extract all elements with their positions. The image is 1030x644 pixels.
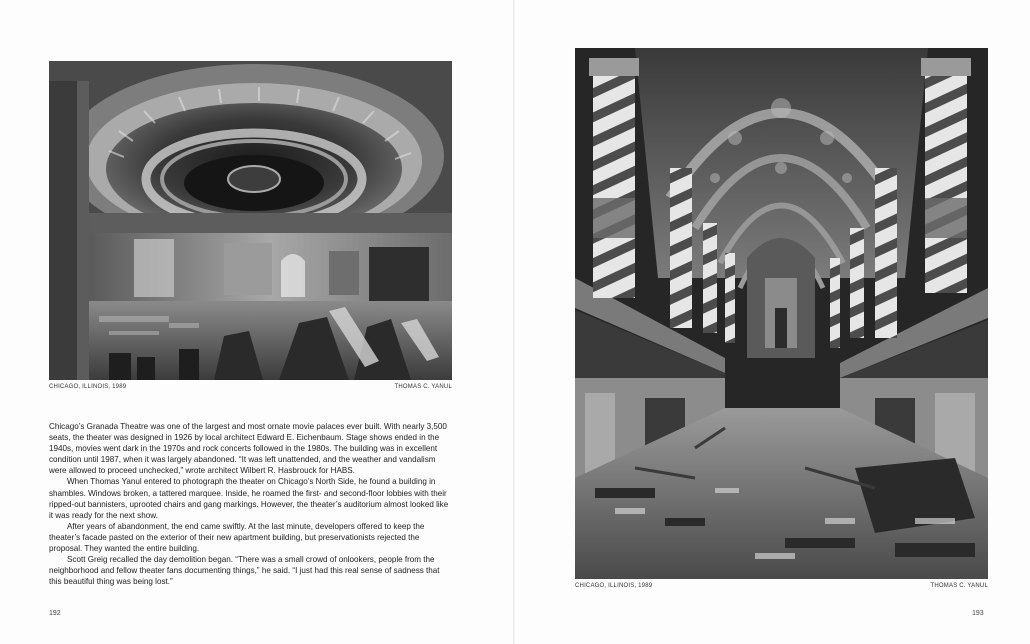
article-paragraph-1: Chicago’s Granada Theatre was one of the largest and most ornate movie palaces ever built. With nearly 3,500 seats, the theater was designed in 1926 by local architect Edward E. Eichenbaum. Stage shows ended in the 1940s, movies went dark in the 1970s and rock concerts followed in the 1980s. The building was in excellent condition until 1987, when it was largely abandoned. “It was left unattended, and the weather and vandalism were allowed to proceed unchecked,” wrote architect Wilbert R. Hasbrouck for HABS. xyxy=(49,422,447,476)
page-number-right: 193 xyxy=(972,610,984,617)
article-paragraph-3: After years of abandonment, the end came swiftly. At the last minute, developers offered to keep the theater’s facade pasted on the exterior of their new apartment building, but preservationists rejected the proposal. They wanted the entire building. xyxy=(49,521,425,554)
right-photo-caption-place: CHICAGO, ILLINOIS, 1989 xyxy=(575,583,653,589)
article-paragraph-4: Scott Greig recalled the day demolition began. “There was a small crowd of onlookers, people from the neighborhood and fellow theater fans documenting things,” he said. “I just had this real sense of sadness that this beautiful thing was being lost.” xyxy=(49,555,440,587)
photo-auditorium-dome xyxy=(49,61,452,380)
article-body xyxy=(49,421,453,587)
left-photo-caption-credit: THOMAS C. YANUL xyxy=(394,384,452,390)
left-photo-caption-place: CHICAGO, ILLINOIS, 1989 xyxy=(49,384,127,390)
auditorium-dome-image xyxy=(49,61,452,380)
page-number-left: 192 xyxy=(49,610,61,617)
right-photo-caption-credit: THOMAS C. YANUL xyxy=(930,583,988,589)
photo-grand-lobby xyxy=(575,48,988,579)
article-paragraph-2: When Thomas Yanul entered to photograph the theater on Chicago’s North Side, he found a building in shambles. Windows broken, a tattered marquee. Inside, he roamed the first- and second-floor lobbies with their ripped-out bannisters, uprooted chairs and gang markings. However, the theater’s auditorium almost looked like it was ready for the next show. xyxy=(49,477,449,520)
grand-lobby-image xyxy=(575,48,988,579)
book-gutter xyxy=(513,0,515,644)
